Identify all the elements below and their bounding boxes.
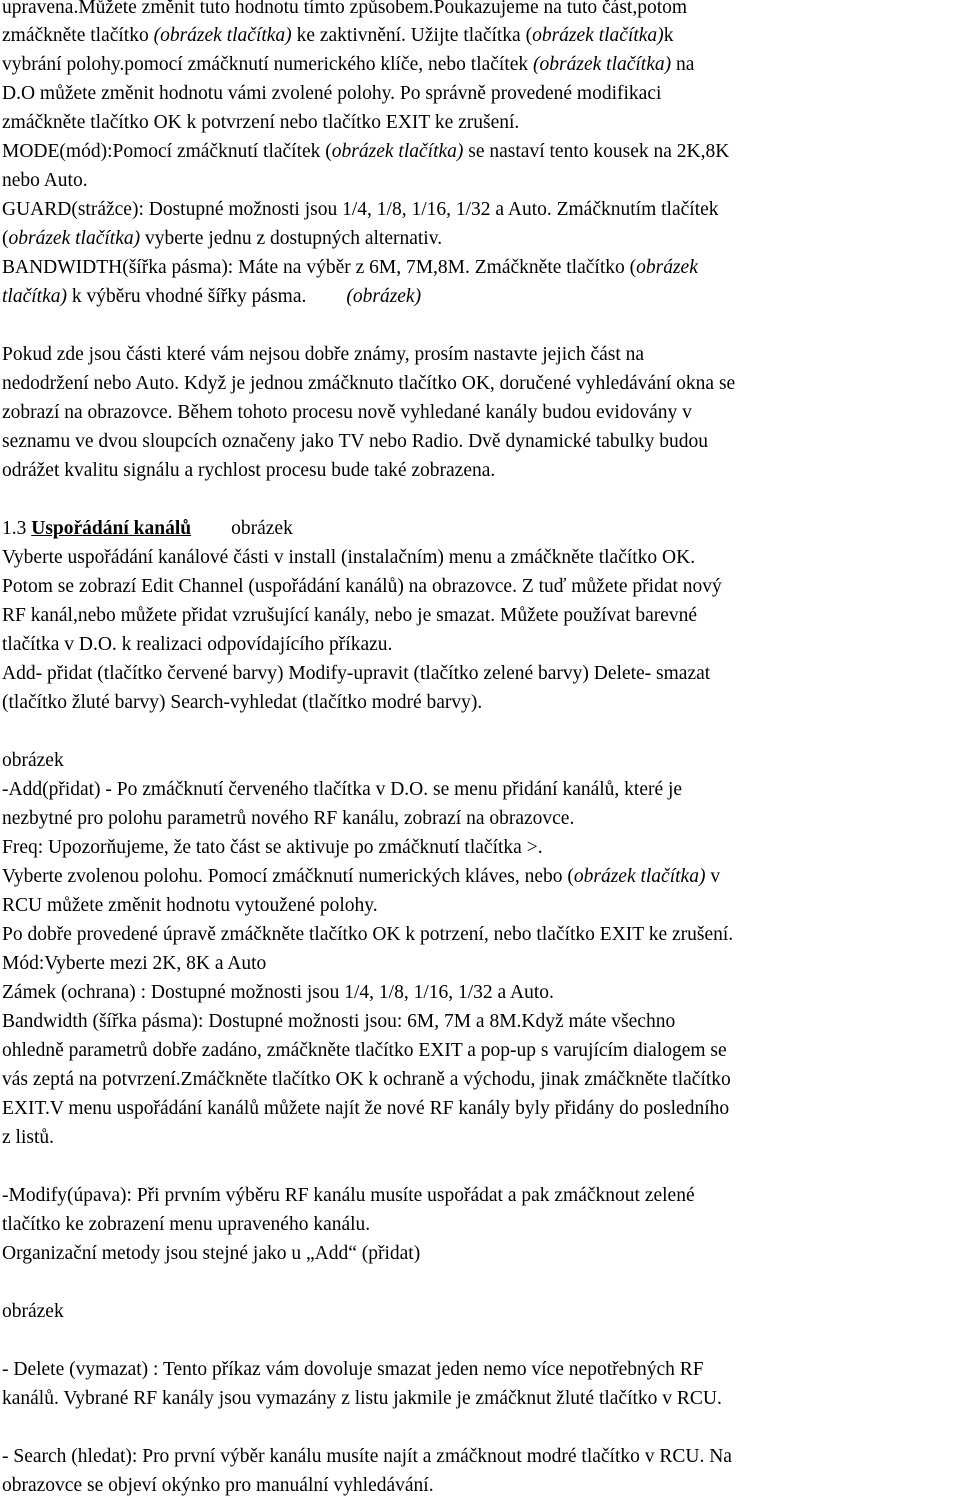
text-line [2,1039,727,1063]
text-line [2,430,708,454]
text: -Modify(úpava): Při prvním výběru RF kanálu musíte uspořádat a pak zmáčknout zelené [2,1185,695,1206]
text: vyberte jednu z dostupných alternativ. [140,228,443,249]
text-line [2,1010,675,1034]
text-line [2,1213,370,1237]
text: zmáčkněte tlačítko OK k potvrzení nebo tlačítko EXIT ke zrušení. [2,112,520,133]
text: nedodržení nebo Auto. Když je jednou zmáčknuto tlačítko OK, doručené vyhledávání okna se [2,373,736,394]
text-line [2,459,495,483]
text-line [2,111,519,135]
text: tlačítka v D.O. k realizaci odpovídajícího příkazu. [2,634,393,655]
text-line [2,0,687,20]
text-line [2,807,574,831]
text-line [2,53,694,77]
text-line [2,198,719,222]
text: se nastaví tento kousek na 2K,8K [463,141,730,162]
text: GUARD(strážce): Dostupné možnosti jsou 1/4, 1/8, 1/16, 1/32 a Auto. Zmáčknutím tlačítek [2,199,719,220]
text-line [2,1474,434,1498]
text-line [2,1358,704,1382]
text-line [2,1097,729,1121]
image-placeholder-text: obrázek tlačítka) [532,25,664,46]
text: Potom se zobrazí Edit Channel (uspořádání kanálů) na obrazovce. Z tuď můžete přidat nový [2,576,722,597]
text: ke zaktivnění. Užijte tlačítka ( [291,25,533,46]
text: v [705,866,721,887]
text: Freq: Upozorňujeme, že tato část se aktivuje po zmáčknutí tlačítka >. [2,837,543,858]
text: kanálů. Vybrané RF kanály jsou vymazány z listu jakmile je zmáčknut žluté tlačítko v RCU. [2,1388,722,1409]
image-placeholder-text: (obrázek) [346,286,422,307]
text: ( [2,228,9,249]
text: RF kanál,nebo můžete přidat vzrušující kanály, nebo je smazat. Můžete používat barevné [2,605,698,626]
text: Mód:Vyberte mezi 2K, 8K a Auto [2,953,267,974]
text-line [2,24,673,48]
image-placeholder-text: obrázek [231,518,293,539]
image-placeholder-text: obrázek tlačítka) [573,866,706,887]
text-line [2,923,733,947]
text-line [2,894,378,918]
section-heading [2,517,293,541]
text: upravena.Můžete změnit tuto hodnotu tímto způsobem.Poukazujeme na tuto část,potom [2,0,688,18]
text-line [2,343,644,367]
text-line [2,1068,731,1092]
text: - Search (hledat): Pro první výběr kanálu musíte najít a zmáčknout modré tlačítko v RCU. Na [2,1446,732,1467]
text: EXIT.V menu uspořádání kanálů můžete najít že nové RF kanály byly přidány do posledního [2,1098,730,1119]
text: Organizační metody jsou stejné jako u „Add“ (přidat) [2,1243,421,1264]
text-line [2,227,442,251]
image-placeholder-line [2,1300,64,1324]
text: odrážet kvalitu signálu a rychlost procesu bude také zobrazena. [2,460,496,481]
text-line [2,256,698,280]
text: Bandwidth (šířka pásma): Dostupné možnosti jsou: 6M, 7M a 8M.Když máte všechno [2,1011,676,1032]
text-line [2,1445,732,1469]
text: k výběru vhodné šířky pásma. [66,286,307,307]
text-line [2,575,722,599]
image-placeholder-text: tlačítka) [2,286,67,307]
text-line [2,285,421,309]
text: obrazovce se objeví okýnko pro manuální vyhledávání. [2,1475,434,1496]
text: BANDWIDTH(šířka pásma): Máte na výběr z 6M, 7M,8M. Zmáčkněte tlačítko ( [2,257,637,278]
image-placeholder-text: obrázek [636,257,698,278]
text-line [2,778,682,802]
text: nebo Auto. [2,170,88,191]
text: RCU můžete změnit hodnotu vytoužené polohy. [2,895,378,916]
text-line [2,865,720,889]
text-line [2,1387,722,1411]
text-line [2,633,392,657]
text-line [2,140,729,164]
text: Zámek (ochrana) : Dostupné možnosti jsou 1/4, 1/8, 1/16, 1/32 a Auto. [2,982,554,1003]
text-line [2,662,710,686]
text-line [2,401,692,425]
image-placeholder-text: obrázek tlačítka) [8,228,141,249]
image-placeholder-text: obrázek [2,1301,64,1322]
image-placeholder-text: (obrázek tlačítka) [533,54,672,75]
text: Vyberte zvolenou polohu. Pomocí zmáčknutí numerických kláves, nebo ( [2,866,574,887]
text: Pokud zde jsou části které vám nejsou dobře známy, prosím nastavte jejich část na [2,344,645,365]
text-line [2,82,661,106]
text-line [2,691,482,715]
text: ohledně parametrů dobře zadáno, zmáčkněte tlačítko EXIT a pop-up s varujícím dialogem se [2,1040,727,1061]
text: nezbytné pro polohu parametrů nového RF kanálu, zobrazí na obrazovce. [2,808,575,829]
text: seznamu ve dvou sloupcích označeny jako TV nebo Radio. Dvě dynamické tabulky budou [2,431,708,452]
text-line [2,952,266,976]
text: zobrazí na obrazovce. Během tohoto procesu nově vyhledané kanály budou evidovány v [2,402,692,423]
image-placeholder-text: (obrázek tlačítka) [153,25,292,46]
text-line [2,836,543,860]
text-line [2,546,695,570]
text-line [2,169,88,193]
text-line [2,372,735,396]
text-line [2,1126,54,1150]
image-placeholder-text: obrázek [2,750,64,771]
text: vás zeptá na potvrzení.Zmáčkněte tlačítko OK k ochraně a východu, jinak zmáčkněte tlačítko [2,1069,731,1090]
text: tlačítko ke zobrazení menu upraveného kanálu. [2,1214,371,1235]
text: -Add(přidat) - Po zmáčknutí červeného tlačítka v D.O. se menu přidání kanálů, které je [2,779,683,800]
text: Add- přidat (tlačítko červené barvy) Modify-upravit (tlačítko zelené barvy) Delete- smazat [2,663,711,684]
text: D.O můžete změnit hodnotu vámi zvolené polohy. Po správně provedené modifikaci [2,83,662,104]
text: k [663,25,674,46]
text: (tlačítko žluté barvy) Search-vyhledat (tlačítko modré barvy). [2,692,483,713]
image-placeholder-text: obrázek tlačítka) [331,141,464,162]
text: zmáčkněte tlačítko [2,25,154,46]
text: MODE(mód):Pomocí zmáčknutí tlačítek ( [2,141,332,162]
text-line [2,981,554,1005]
text: Po dobře provedené úpravě zmáčkněte tlačítko OK k potrzení, nebo tlačítko EXIT ke zrušení. [2,924,734,945]
section-title: Uspořádání kanálů [31,518,192,539]
text: vybrání polohy.pomocí zmáčknutí numerického klíče, nebo tlačítek [2,54,534,75]
text: - Delete (vymazat) : Tento příkaz vám dovoluje smazat jeden nemo více nepotřebných RF [2,1359,704,1380]
text: z listů. [2,1127,54,1148]
text-line [2,1184,695,1208]
text-line [2,604,697,628]
text: Vyberte uspořádání kanálové části v install (instalačním) menu a zmáčkněte tlačítko OK. [2,547,696,568]
image-placeholder-line [2,749,64,773]
section-number: 1.3 [2,518,32,539]
text: na [671,54,695,75]
text-line [2,1242,420,1266]
